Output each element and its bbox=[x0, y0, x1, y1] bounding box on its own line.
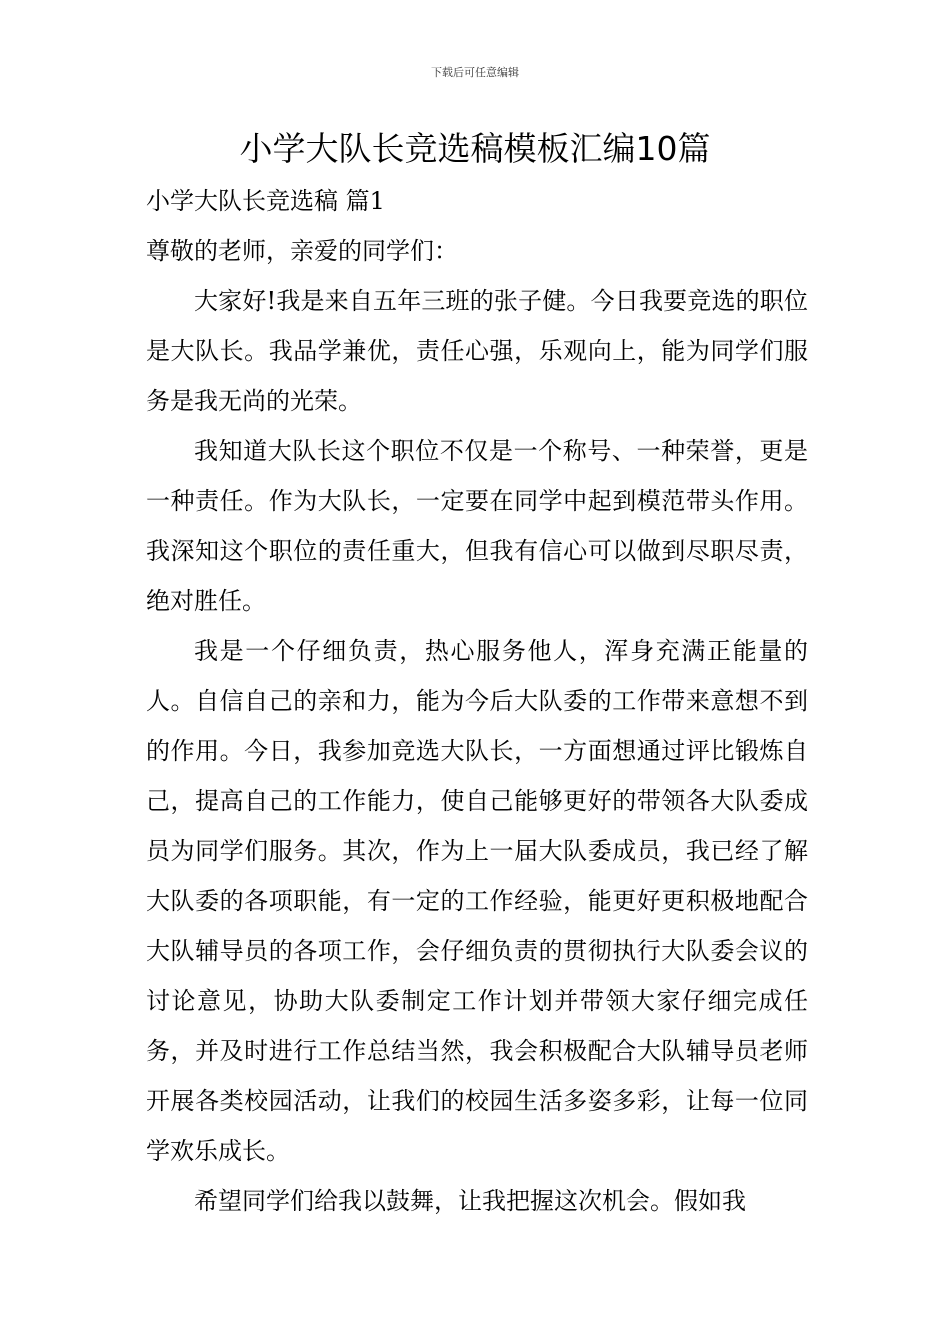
paragraph-intro: 大家好!我是来自五年三班的张子健。今日我要竞选的职位是大队长。我品学兼优，责任心强，乐观向上，能为同学们服务是我无尚的光荣。 bbox=[146, 287, 808, 415]
section-heading: 小学大队长竞选稿 篇1 bbox=[146, 187, 385, 215]
paragraph-responsibility: 我知道大队长这个职位不仅是一个称号、一种荣誉，更是一种责任。作为大队长，一定要在同学中起到模范带头作用。我深知这个职位的责任重大，但我有信心可以做到尽职尽责，绝对胜任。 bbox=[146, 437, 808, 615]
document-title: 小学大队长竞选稿模板汇编10篇 bbox=[239, 129, 711, 168]
paragraph-qualifications: 我是一个仔细负责，热心服务他人，浑身充满正能量的人。自信自己的亲和力，能为今后大队委的工作带来意想不到的作用。今日，我参加竞选大队长，一方面想通过评比锻炼自己，提高自己的工作能力，使自己能够更好的带领各大队委成员为同学们服务。其次，作为上一届大队委成员，我已经了解大队委的各项职能，有一定的工作经验，能更好更积极地配合大队辅导员的各项工作，会仔细负责的贯彻执行大队委会议的讨论意见，协助大队委制定工作计划并带领大家仔细完成任务，并及时进行工作总结当然，我会积极配合大队辅导员老师开展各类校园活动，让我们的校园生活多姿多彩，让每一位同学欢乐成长。 bbox=[146, 637, 808, 1165]
document-body bbox=[146, 176, 808, 1226]
salutation: 尊敬的老师，亲爱的同学们： bbox=[146, 237, 458, 265]
header-note: 下载后可任意编辑 bbox=[431, 66, 519, 79]
paragraph-closing: 希望同学们给我以鼓舞，让我把握这次机会。假如我 bbox=[194, 1187, 746, 1215]
